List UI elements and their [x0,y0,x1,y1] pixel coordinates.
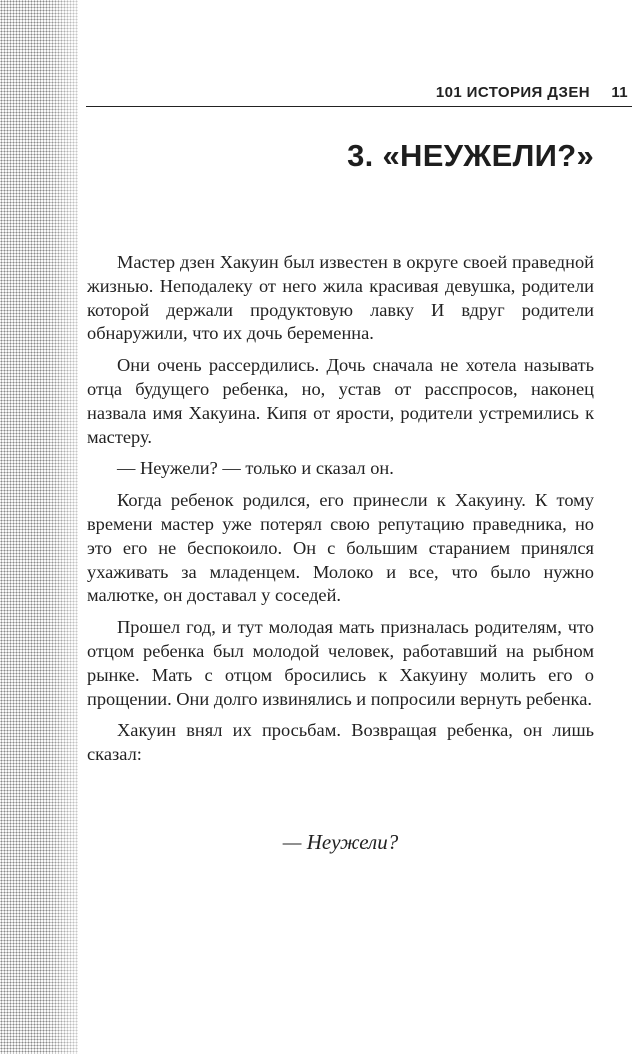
paragraph: — Неужели? — только и сказал он. [117,458,394,479]
story-text [87,251,594,775]
page-number: 11 [611,84,628,101]
running-title: 101 ИСТОРИЯ ДЗЕН [435,84,590,101]
paragraph: Они очень рассердились. Дочь сначала не хотела называть отца будущего ребенка, но, устав от расспросов, наконец назвала имя Хакуина. Кипя от ярости, родители устремились к мастеру. [87,355,594,447]
chapter-title: 3. «НЕУЖЕЛИ?» [347,138,594,173]
running-header [86,84,632,107]
paragraph: Прошел год, и тут молодая мать призналась родителям, что отцом ребенка был молодой человек, работавший на рыбном рынке. Мать с отцом бросились к Хакуину молить его о прощении. Они долго извинялись и попросили вернуть ребенка. [87,617,594,709]
closing-line: — Неужели? [282,830,399,854]
paragraph: Мастер дзен Хакуин был известен в округе своей праведной жизнью. Неподалеку от него жила красивая девушка, родители которой держали продуктовую лавку И вдруг родители обнаружили, что их дочь беременна. [87,252,594,344]
page-edge-halftone [0,0,78,1054]
paragraph: Когда ребенок родился, его принесли к Хакуину. К тому времени мастер уже потерял свою репутацию праведника, но это его не беспокоило. Он с большим старанием принялся ухаживать за младенцем. Молоко и все, что было нужно малютке, он доставал у соседей. [87,490,594,606]
paragraph: Хакуин внял их просьбам. Возвращая ребенка, он лишь сказал: [87,720,594,765]
